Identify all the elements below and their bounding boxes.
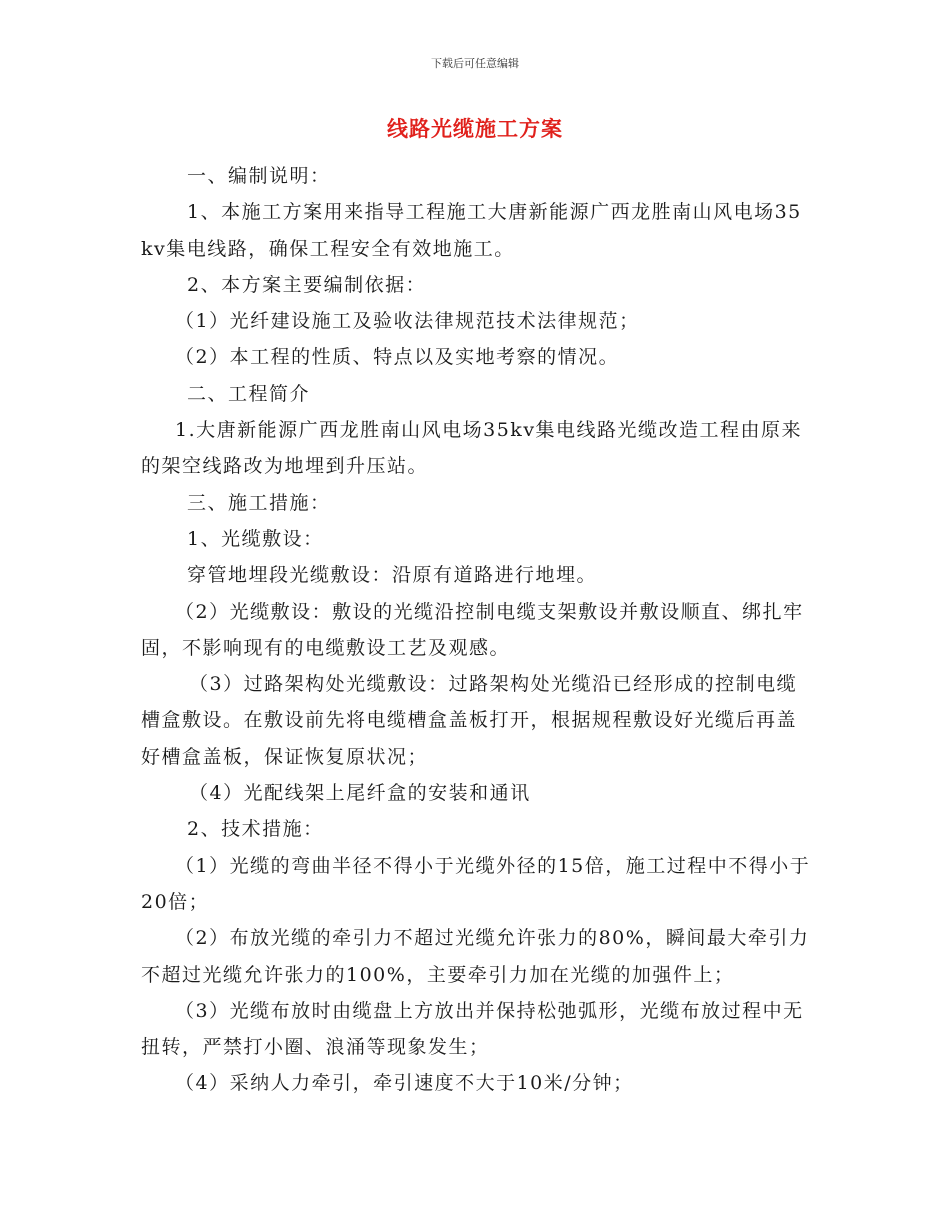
paragraph: 穿管地埋段光缆敷设：沿原有道路进行地埋。 bbox=[187, 564, 598, 587]
paragraph: （4）光配线架上尾纤盒的安装和通讯 bbox=[189, 782, 531, 805]
paragraph: （4）采纳人力牵引，牵引速度不大于10米/分钟； bbox=[175, 1072, 634, 1095]
paragraph: （3）光缆布放时由缆盘上方放出并保持松弛弧形，光缆布放过程中无扭转，严禁打小圈、浪涌等现象发生； bbox=[141, 999, 804, 1059]
paragraph: 1、本施工方案用来指导工程施工大唐新能源广西龙胜南山风电场35kv集电线路，确保工程安全有效地施工。 bbox=[141, 201, 802, 260]
document-title: 线路光缆施工方案 bbox=[387, 116, 563, 141]
paragraph: （3）过路架构处光缆敷设：过路架构处光缆沿已经形成的控制电缆槽盒敷设。在敷设前先将电缆槽盒盖板打开，根据规程敷设好光缆后再盖好槽盒盖板，保证恢复原状况； bbox=[141, 673, 798, 768]
paragraph: 2、本方案主要编制依据： bbox=[187, 273, 427, 296]
paragraph: 2、技术措施： bbox=[187, 818, 324, 841]
paragraph: 1.大唐新能源广西龙胜南山风电场35kv集电线路光缆改造工程由原来的架空线路改为地埋到升压站。 bbox=[141, 419, 803, 478]
section-heading: 一、编制说明： bbox=[187, 165, 331, 187]
paragraph: （1）光纤建设施工及验收法律规范技术法律规范； bbox=[175, 310, 640, 333]
paragraph: （2）布放光缆的牵引力不超过光缆允许张力的80%，瞬间最大牵引力不超过光缆允许张力的100%，主要牵引力加在光缆的加强件上； bbox=[141, 927, 810, 986]
header-note: 下载后可任意编辑 bbox=[431, 57, 519, 70]
paragraph: 1、光缆敷设： bbox=[187, 527, 324, 550]
paragraph: （2）光缆敷设：敷设的光缆沿控制电缆支架敷设并敷设顺直、绑扎牢固，不影响现有的电缆敷设工艺及观感。 bbox=[141, 600, 804, 659]
paragraph: （2）本工程的性质、特点以及实地考察的情况。 bbox=[175, 346, 620, 369]
document-body bbox=[141, 158, 811, 1102]
section-heading: 二、工程简介 bbox=[187, 382, 311, 405]
section-heading: 三、施工措施： bbox=[187, 491, 331, 514]
paragraph: （1）光缆的弯曲半径不得小于光缆外径的15倍，施工过程中不得小于20倍； bbox=[141, 854, 811, 913]
